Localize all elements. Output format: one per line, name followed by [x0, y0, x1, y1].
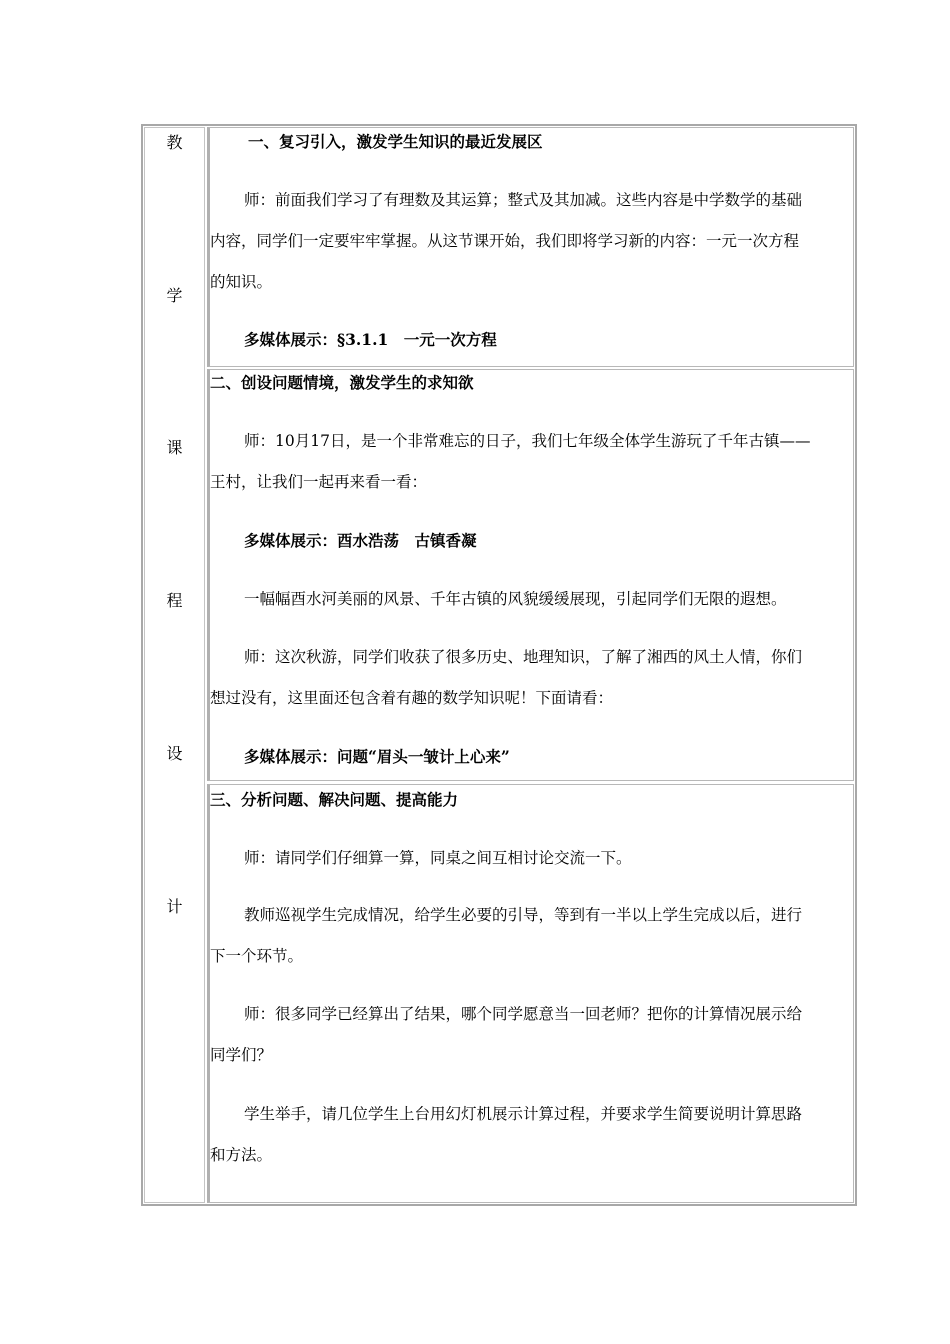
section1-heading: 一、复习引入，激发学生知识的最近发展区	[248, 132, 543, 151]
left-label-char: 课	[166, 438, 183, 457]
section2-paragraph-line: 师：这次秋游，同学们收获了很多历史、地理知识，了解了湘西的风土人情，你们	[244, 648, 803, 666]
section1-media-line: 多媒体展示：§3.1.1 一元一次方程	[244, 330, 497, 349]
section2-heading: 二、创设问题情境，激发学生的求知欲	[210, 373, 474, 392]
section2-paragraph-line: 师：10月17日，是一个非常难忘的日子，我们七年级全体学生游玩了千年古镇——	[244, 432, 811, 450]
section3-paragraph-line: 师：很多同学已经算出了结果，哪个同学愿意当一回老师？把你的计算情况展示给	[244, 1005, 803, 1023]
section3-paragraph-line: 教师巡视学生完成情况，给学生必要的引导，等到有一半以上学生完成以后，进行	[244, 906, 803, 924]
section2-paragraph-line: 王村，让我们一起再来看一看：	[210, 473, 428, 491]
section1-paragraph-line: 师：前面我们学习了有理数及其运算；整式及其加减。这些内容是中学数学的基础	[244, 191, 803, 209]
section2-media-line: 多媒体展示：酉水浩荡 古镇香凝	[244, 531, 477, 550]
left-label-char: 程	[166, 591, 183, 610]
left-label-char: 学	[166, 286, 183, 305]
section2-paragraph-line: 一幅幅酉水河美丽的风景、千年古镇的风貌缓缓展现，引起同学们无限的遐想。	[244, 590, 787, 608]
section3-paragraph-line: 同学们？	[210, 1046, 273, 1064]
section3-heading: 三、分析问题、解决问题、提高能力	[210, 790, 459, 809]
section1-paragraph-line: 的知识。	[210, 273, 273, 291]
section2-media-line: 多媒体展示：问题“眉头一皱计上心来”	[244, 747, 510, 766]
left-label-char: 计	[166, 897, 183, 916]
section3-paragraph-line: 和方法。	[210, 1146, 273, 1164]
section3-paragraph-line: 学生举手，请几位学生上台用幻灯机展示计算过程，并要求学生简要说明计算思路	[244, 1105, 803, 1123]
section2-paragraph-line: 想过没有，这里面还包含着有趣的数学知识呢！下面请看：	[210, 689, 614, 707]
section1-paragraph-line: 内容，同学们一定要牢牢掌握。从这节课开始，我们即将学习新的内容：一元一次方程	[210, 232, 800, 250]
section3-paragraph-line: 师：请同学们仔细算一算，同桌之间互相讨论交流一下。	[244, 849, 632, 867]
left-label-char: 设	[166, 744, 183, 763]
section3-paragraph-line: 下一个环节。	[210, 947, 304, 965]
left-label-char: 教	[166, 133, 183, 152]
